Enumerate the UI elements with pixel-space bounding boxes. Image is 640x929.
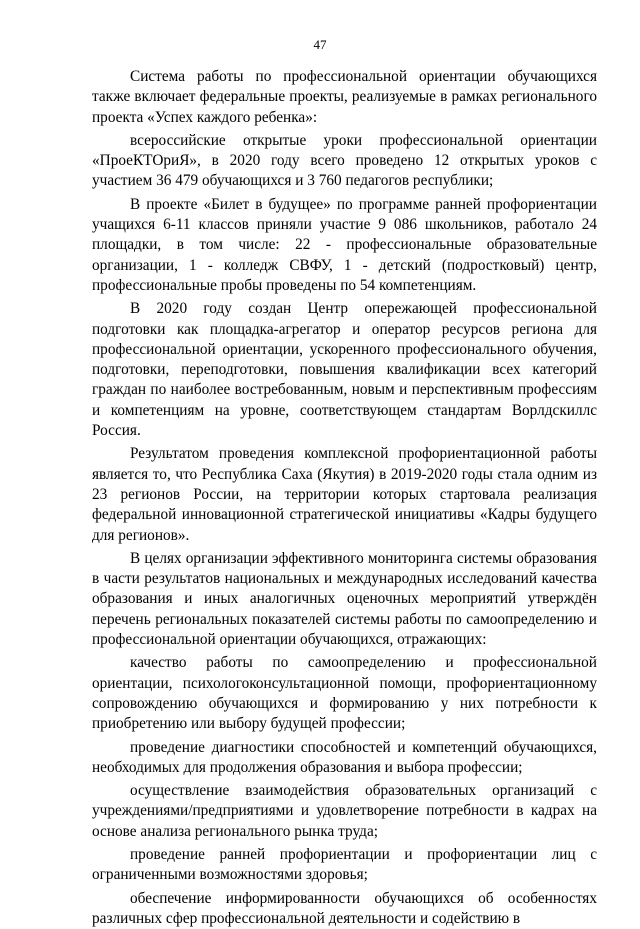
paragraph: всероссийские открытые уроки профессиональной ориентации «ПроеКТОриЯ», в 2020 году всего проведено 12 открытых уроков с участием 36 479 обучающихся и 3 760 педагогов республики; [92, 131, 597, 190]
paragraph: качество работы по самоопределению и профессиональной ориентации, психологоконсультационной помощи, профориентационному сопровождению обучающихся и формированию у них потребности к приобретению или выбору будущей профессии; [92, 654, 597, 733]
paragraph: В 2020 году создан Центр опережающей профессиональной подготовки как площадка-агрегатор и оператор ресурсов региона для профессиональной ориентации, ускоренного профессионального обучения, подготовки, переподготовки, повышения квалификации всех категорий граждан по наиболее востребованным, новым и перспективным профессиям и компетенциям на уровне, соответствующем стандартам Ворлдскиллс Россия. [92, 300, 597, 440]
page-number: 47 [313, 37, 327, 52]
paragraph: проведение диагностики способностей и компетенций обучающихся, необходимых для продолжения образования и выбора профессии; [92, 738, 597, 776]
paragraph: обеспечение информированности обучающихся об особенностях различных сфер профессиональной деятельности и содействию в [92, 889, 597, 927]
paragraph: проведение ранней профориентации и профориентации лиц с ограниченными возможностями здоровья; [92, 845, 597, 884]
paragraph: В целях организации эффективного мониторинга системы образования в части результатов национальных и международных исследований качества образования и иных аналогичных оценочных мероприятий утверждён перечень региональных показателей системы работы по самоопределению и профессиональной ориентации обучающихся, отражающих: [92, 549, 597, 649]
paragraph: В проекте «Билет в будущее» по программе ранней профориентации учащихся 6-11 классов приняли участие 9 086 школьников, работало 24 площадки, в том числе: 22 - профессиональные образовательные организации, 1 - колледж СВФУ, 1 - детский (подростковый) центр, профессиональные пробы проведены по 54 компетенциям. [92, 195, 597, 294]
paragraph: осуществление взаимодействия образовательных организаций с учреждениями/предприятиями и удовлетворение потребности в кадрах на основе анализа регионального рынка труда; [92, 782, 597, 840]
paragraph: Система работы по профессиональной ориентации обучающихся также включает федеральные проекты, реализуемые в рамках регионального проекта «Успех каждого ребенка»: [92, 68, 597, 126]
document-body [92, 67, 597, 929]
paragraph: Результатом проведения комплексной профориентационной работы является то, что Республика Саха (Якутия) в 2019-2020 годы стала одним из 23 регионов России, на территории которых стартовала реализация федеральной инновационной стратегической инициативы «Кадры будущего для регионов». [92, 445, 597, 544]
